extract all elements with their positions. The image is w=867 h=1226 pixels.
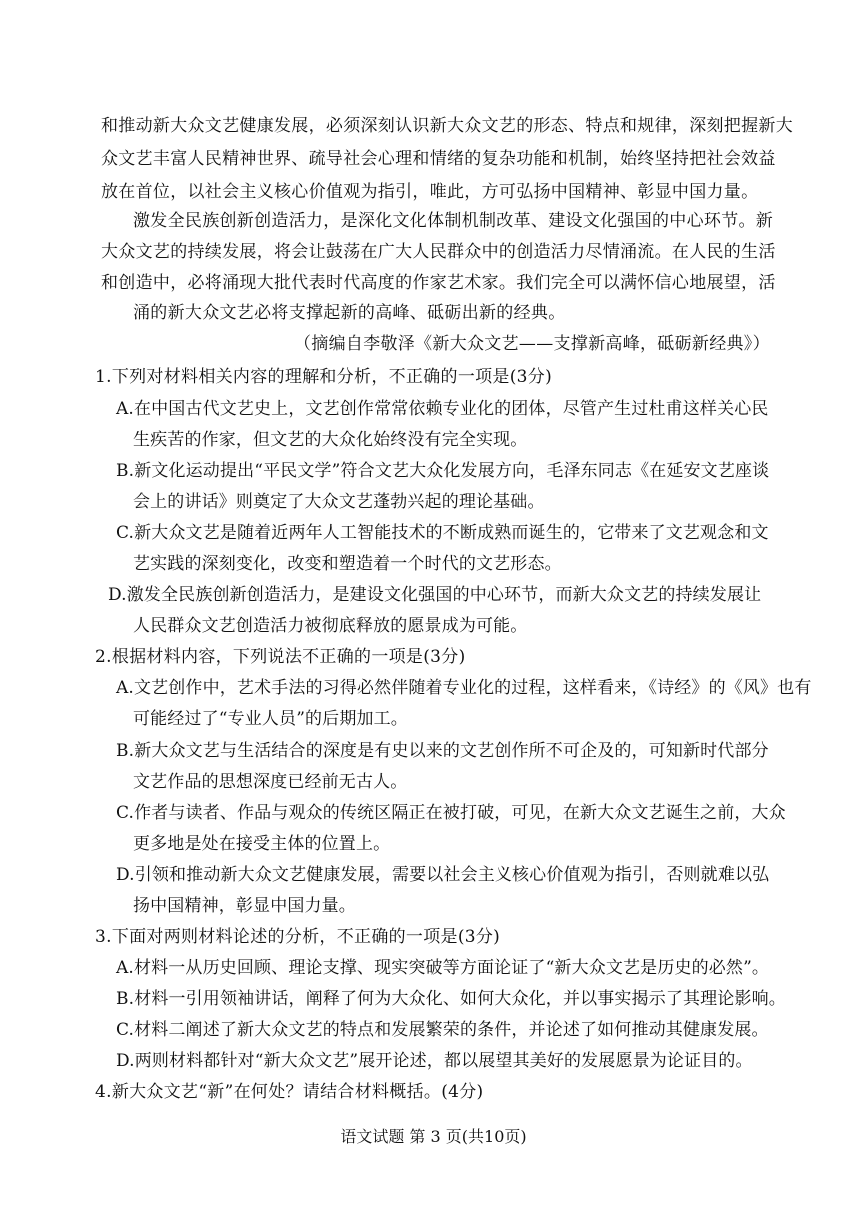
passage-line: 涌的新大众文艺必将支撑起新的高峰、砥砺出新的经典。 xyxy=(133,303,566,323)
question-3-option-b: B.材料一引用领袖讲话，阐释了何为大众化、如何大众化，并以事实揭示了其理论影响。 xyxy=(116,989,786,1009)
question-2-option-c: C.作者与读者、作品与观众的传统区隔正在被打破，可见，在新大众文艺诞生之前，大众 xyxy=(116,803,786,823)
question-1-option-b: 会上的讲话》则奠定了大众文艺蓬勃兴起的理论基础。 xyxy=(133,492,545,512)
question-1-option-d: D.激发全民族创新创造活力，是建设文化强国的中心环节，而新大众文艺的持续发展让 xyxy=(108,585,762,605)
question-1-option-b: B.新文化运动提出“平民文学”符合文艺大众化发展方向，毛泽东同志《在延安文艺座谈 xyxy=(116,461,770,481)
passage-line: 众文艺丰富人民精神世界、疏导社会心理和情绪的复杂功能和机制，始终坚持把社会效益 xyxy=(101,149,776,169)
page-footer: 语文试题 第 3 页(共10页) xyxy=(340,1127,527,1146)
question-3-option-a: A.材料一从历史回顾、理论支撑、现实突破等方面论证了“新大众文艺是历史的必然”。 xyxy=(116,958,770,978)
question-2-option-b: B.新大众文艺与生活结合的深度是有史以来的文艺创作所不可企及的，可知新时代部分 xyxy=(116,741,769,761)
question-1-option-c: 艺实践的深刻变化，改变和塑造着一个时代的文艺形态。 xyxy=(133,554,562,574)
question-2-option-b: 文艺作品的思想深度已经前无古人。 xyxy=(133,772,408,792)
question-3-option-c: C.材料二阐述了新大众文艺的特点和发展繁荣的条件，并论述了如何推动其健康发展。 xyxy=(116,1020,769,1040)
question-4-stem: 4.新大众文艺“新”在何处？请结合材料概括。(4分) xyxy=(95,1082,484,1102)
passage-line: 和创造中，必将涌现大批代表时代高度的作家艺术家。我们完全可以满怀信心地展望，活 xyxy=(101,273,776,293)
question-3-option-d: D.两则材料都针对“新大众文艺”展开论述，都以展望其美好的发展愿景为论证目的。 xyxy=(116,1051,753,1071)
question-1-option-a: 生疾苦的作家，但文艺的大众化始终没有完全实现。 xyxy=(133,430,528,450)
question-2-option-a: 可能经过了“专业人员”的后期加工。 xyxy=(133,709,408,729)
passage-line: 激发全民族创新创造活力，是深化文化体制机制改革、建设文化强国的中心环节。新 xyxy=(133,211,774,231)
question-1-option-a: A.在中国古代文艺史上，文艺创作常常依赖专业化的团体，尽管产生过杜甫这样关心民 xyxy=(116,399,769,419)
question-2-option-d: 扬中国精神，彰显中国力量。 xyxy=(133,896,356,916)
question-1-stem: 1.下列对材料相关内容的理解和分析，不正确的一项是(3分) xyxy=(95,367,552,387)
question-2-option-d: D.引领和推动新大众文艺健康发展，需要以社会主义核心价值观为指引，否则就难以弘 xyxy=(116,865,770,885)
passage-line: 放在首位，以社会主义核心价值观为指引，唯此，方可弘扬中国精神、彰显中国力量。 xyxy=(101,182,759,202)
passage-line: 和推动新大众文艺健康发展，必须深刻认识新大众文艺的形态、特点和规律，深刻把握新大 xyxy=(101,116,793,136)
question-3-stem: 3.下面对两则材料论述的分析，不正确的一项是(3分) xyxy=(95,927,501,947)
question-1-option-c: C.新大众文艺是随着近两年人工智能技术的不断成熟而诞生的，它带来了文艺观念和文 xyxy=(116,523,769,543)
passage-line: 大众文艺的持续发展，将会让鼓荡在广大人民群众中的创造活力尽情涌流。在人民的生活 xyxy=(101,242,776,262)
question-2-stem: 2.根据材料内容，下列说法不正确的一项是(3分) xyxy=(95,647,466,667)
source-citation: （摘编自李敬泽《新大众文艺——支撑新高峰，砥砺新经典》） xyxy=(294,334,770,354)
question-2-option-c: 更多地是处在接受主体的位置上。 xyxy=(133,834,391,854)
question-2-option-a: A.文艺创作中，艺术手法的习得必然伴随着专业化的过程，这样看来，《诗经》的《风》也有 xyxy=(116,678,812,698)
question-1-option-d: 人民群众文艺创造活力被彻底释放的愿景成为可能。 xyxy=(133,616,528,636)
